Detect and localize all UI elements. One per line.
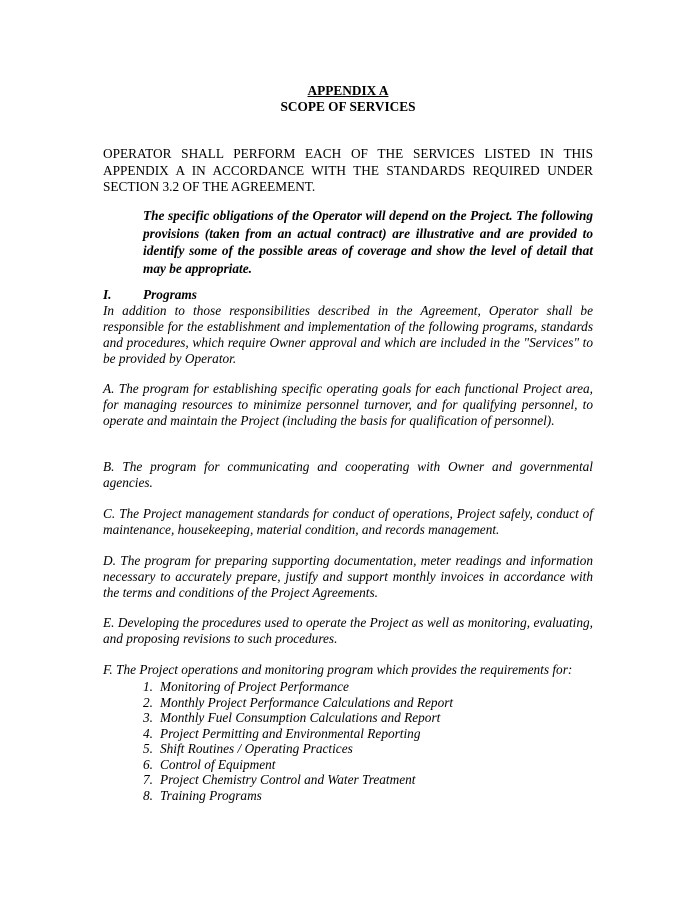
section-number: I. — [103, 287, 112, 302]
list-item: 1. Monitoring of Project Performance — [143, 679, 349, 694]
appendix-subtitle: SCOPE OF SERVICES — [280, 99, 416, 114]
paragraph-d: D. The program for preparing supporting documentation, meter readings and information necessary to accurately prepare, justify and support monthly invoices in accordance with the terms and conditions of the Project Agreements. — [103, 553, 593, 600]
list-item: 5. Shift Routines / Operating Practices — [143, 741, 353, 756]
paragraph-f: F. The Project operations and monitoring program which provides the requirements for: — [103, 662, 573, 677]
paragraph-c: C. The Project management standards for conduct of operations, Project safely, conduct of maintenance, housekeeping, material condition, and records management. — [103, 506, 593, 537]
appendix-title: APPENDIX A — [307, 83, 389, 98]
requirements-list — [143, 679, 593, 803]
paragraph-a: A. The program for establishing specific operating goals for each functional Project area, for managing resources to minimize personnel turnover, and for qualifying personnel, to operate and maintain the Project (including the basis for qualification of personnel). — [103, 381, 593, 428]
paragraph-e: E. Developing the procedures used to operate the Project as well as monitoring, evaluating, and proposing revisions to such procedures. — [103, 615, 593, 646]
section-heading — [103, 287, 593, 303]
list-item: 3. Monthly Fuel Consumption Calculations and Report — [143, 710, 441, 725]
illustrative-note: The specific obligations of the Operator will depend on the Project. The following provisions (taken from an actual contract) are illustrative and are provided to identify some of the possible areas of coverage and show the level of detail that may be appropriate. — [143, 208, 593, 276]
list-item: 2. Monthly Project Performance Calculations and Report — [143, 694, 454, 710]
section-title: Programs — [143, 287, 197, 302]
list-item: 8. Training Programs — [143, 787, 262, 803]
section-body: In addition to those responsibilities described in the Agreement, Operator shall be responsible for the establishment and implementation of the following programs, standards and procedures, which require Owner approval and which are included in the "Services" to be provided by Operator. — [103, 303, 593, 366]
list-item: 7. Project Chemistry Control and Water Treatment — [143, 772, 416, 787]
intro-paragraph: OPERATOR SHALL PERFORM EACH OF THE SERVICES LISTED IN THIS APPENDIX A IN ACCORDANCE WITH THE STANDARDS REQUIRED UNDER SECTION 3.2 OF THE AGREEMENT. — [103, 146, 593, 194]
list-item: 6. Control of Equipment — [143, 756, 276, 772]
paragraph-b: B. The program for communicating and cooperating with Owner and governmental agencies. — [103, 459, 593, 490]
list-item: 4. Project Permitting and Environmental Reporting — [143, 725, 421, 741]
